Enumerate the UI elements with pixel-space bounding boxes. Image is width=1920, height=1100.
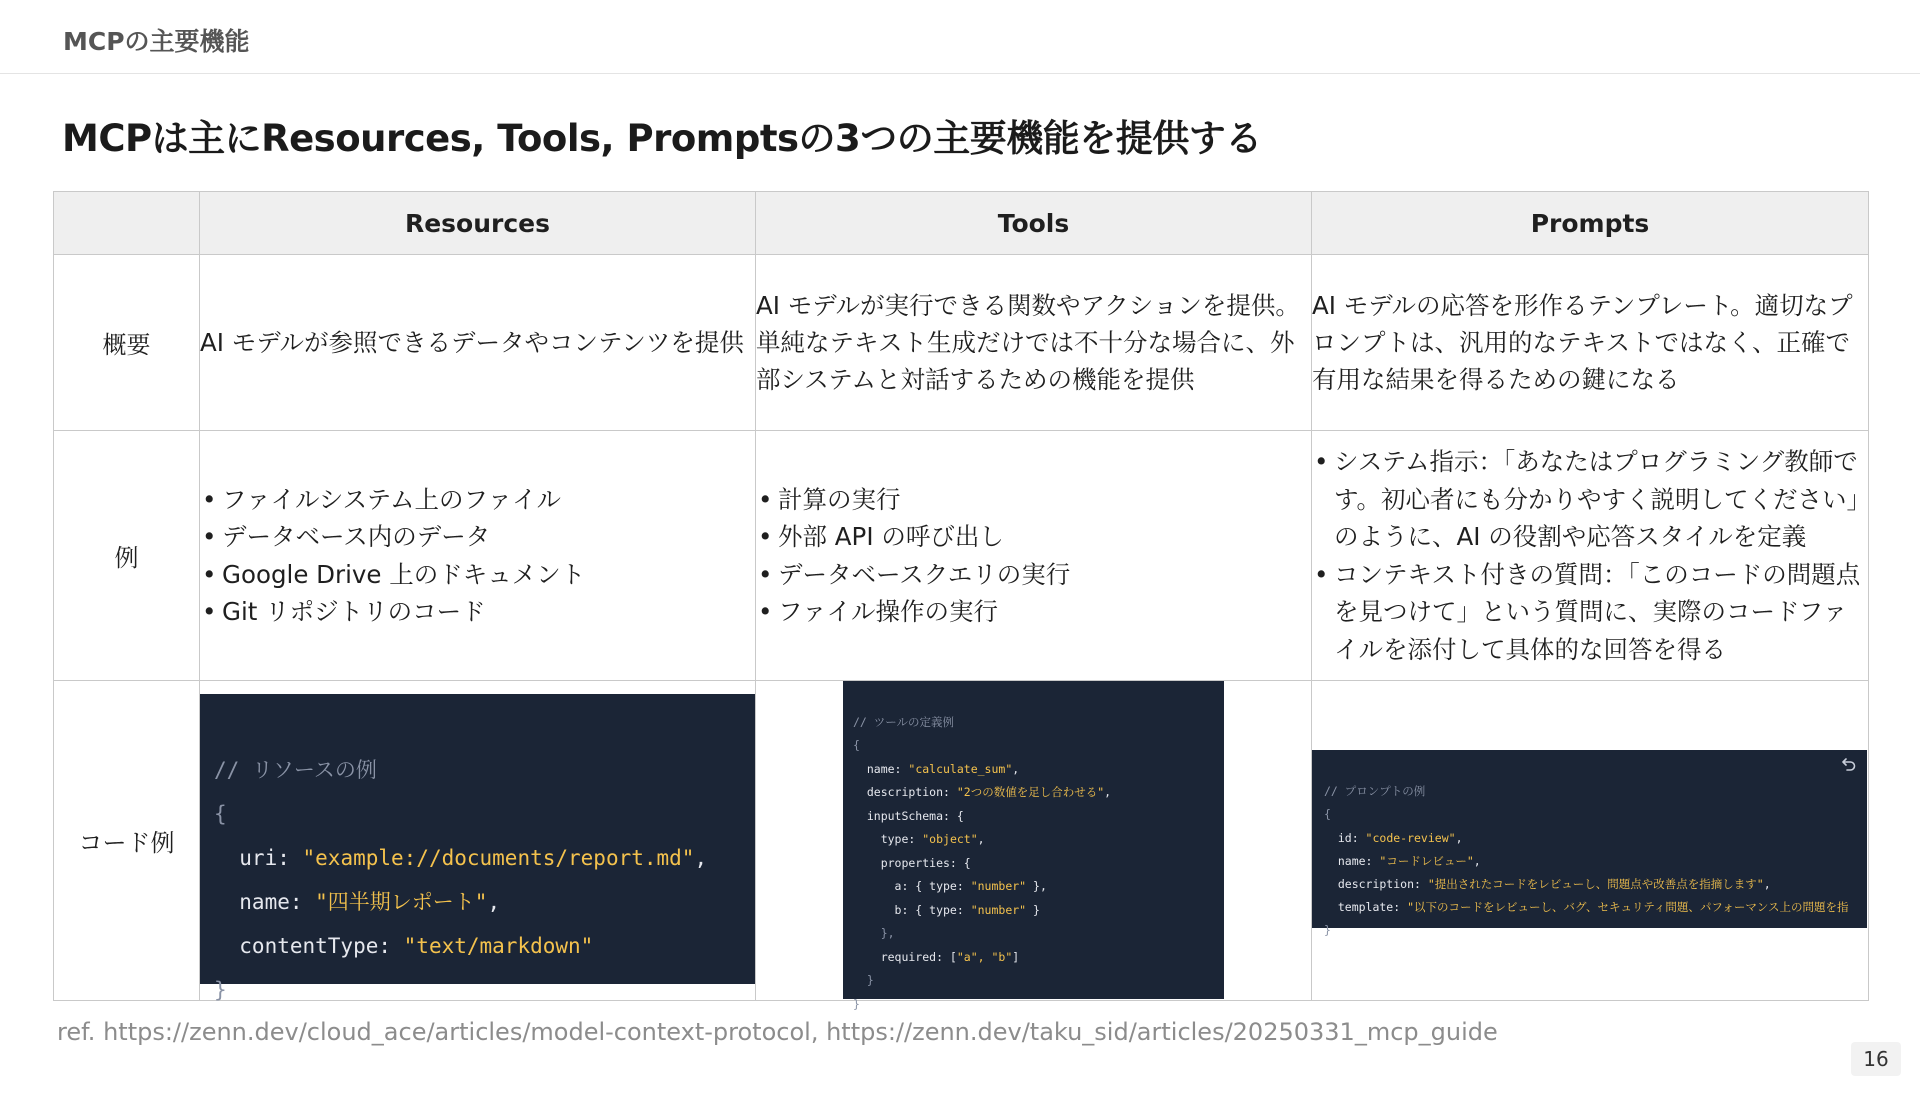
code-line: { [214, 802, 227, 826]
examples-list-tools [756, 481, 1311, 631]
examples-prompts [1312, 431, 1869, 681]
column-header-resources: Resources [200, 192, 756, 255]
list-item: • 計算の実行 [778, 481, 1311, 519]
code-line: uri: "example://documents/report.md", [214, 846, 708, 870]
column-header-tools: Tools [756, 192, 1312, 255]
corner-cell [54, 192, 200, 255]
examples-list-prompts [1312, 443, 1868, 668]
code-line: b: { type: "number" } [853, 902, 1040, 917]
overview-resources: AI モデルが参照できるデータやコンテンツを提供 [200, 255, 756, 431]
table-header-row [54, 192, 1869, 255]
list-item: • システム指示：「あなたはプログラミング教師です。初心者にも分かりやすく説明してください」のように、AI の役割や応答スタイルを定義 [1334, 443, 1868, 556]
code-comment: // ツールの定義例 [853, 714, 955, 729]
list-item: • コンテキスト付きの質問：「このコードの問題点を見つけて」という質問に、実際のコードファイルを添付して具体的な回答を得る [1334, 556, 1868, 669]
code-line: description: "2つの数値を足し合わせる", [853, 785, 1112, 799]
column-header-prompts: Prompts [1312, 192, 1869, 255]
code-line: inputSchema: { [853, 808, 964, 823]
examples-tools [756, 431, 1312, 681]
code-line: contentType: "text/markdown" [214, 934, 594, 958]
code-line: } [853, 996, 860, 1011]
code-line: type: "object", [853, 832, 985, 846]
code-line: }, [853, 926, 895, 940]
row-label-overview: 概要 [54, 255, 200, 431]
row-label-code: コード例 [54, 681, 200, 1001]
examples-resources [200, 431, 756, 681]
code-comment: // プロンプトの例 [1324, 784, 1426, 799]
features-table [53, 191, 1869, 1011]
table-row-code [54, 681, 1869, 1001]
code-block-tools[interactable] [843, 681, 1224, 1011]
code-line: } [214, 978, 227, 1002]
slide-title: MCPは主にResources, Tools, Promptsの3つの主要機能を提供する [62, 117, 1262, 160]
code-line: { [1324, 807, 1331, 822]
code-cell-tools [756, 681, 1312, 1011]
list-item: • データベースクエリの実行 [778, 556, 1311, 594]
code-line: name: "calculate_sum", [853, 761, 1020, 776]
code-block-resources[interactable] [200, 694, 755, 1002]
code-line: template: "以下のコードをレビューし、バグ、セキュリティ問題、パフォーマンス上の問題を指 [1324, 900, 1849, 915]
table-row-examples [54, 431, 1869, 681]
code-line: required: ["a", "b"] [853, 949, 1020, 964]
overview-prompts: AI モデルの応答を形作るテンプレート。適切なプロンプトは、汎用的なテキストではなく、正確で有用な結果を得るための鍵になる [1312, 255, 1869, 431]
code-comment: // リソースの例 [214, 758, 377, 782]
list-item: • Google Drive 上のドキュメント [222, 556, 755, 594]
list-item: • データベース内のデータ [222, 518, 755, 556]
overview-tools: AI モデルが実行できる関数やアクションを提供。単純なテキスト生成だけでは不十分な場合に、外部システムと対話するための機能を提供 [756, 255, 1312, 431]
table-row-overview [54, 255, 1869, 431]
code-line: a: { type: "number" }, [853, 879, 1047, 893]
code-cell-prompts [1312, 681, 1869, 1001]
code-line: } [1324, 923, 1331, 938]
code-line: name: "コードレビュー", [1324, 853, 1481, 868]
code-line: properties: { [853, 855, 971, 870]
list-item: • ファイルシステム上のファイル [222, 481, 755, 519]
reference-links: ref. https://zenn.dev/cloud_ace/articles/model-context-protocol, https://zenn.dev/taku_sid/articles/20250331_mcp_guide [57, 1018, 1498, 1046]
code-line: id: "code-review", [1324, 830, 1463, 845]
undo-icon[interactable] [1841, 756, 1857, 772]
page-number: 16 [1851, 1042, 1901, 1076]
code-line: name: "四半期レポート", [214, 890, 501, 914]
slide-header [0, 0, 1920, 74]
examples-list-resources [200, 481, 755, 631]
list-item: • ファイル操作の実行 [778, 593, 1311, 631]
code-block-prompts[interactable] [1312, 750, 1867, 938]
code-line: { [853, 738, 860, 752]
code-line: } [853, 973, 874, 987]
code-line: description: "提出されたコードをレビューし、問題点や改善点を指摘します", [1324, 877, 1771, 892]
row-label-examples: 例 [54, 431, 200, 681]
section-title: MCPの主要機能 [63, 27, 250, 56]
code-cell-resources [200, 681, 756, 1001]
list-item: • 外部 API の呼び出し [778, 518, 1311, 556]
list-item: • Git リポジトリのコード [222, 593, 755, 631]
